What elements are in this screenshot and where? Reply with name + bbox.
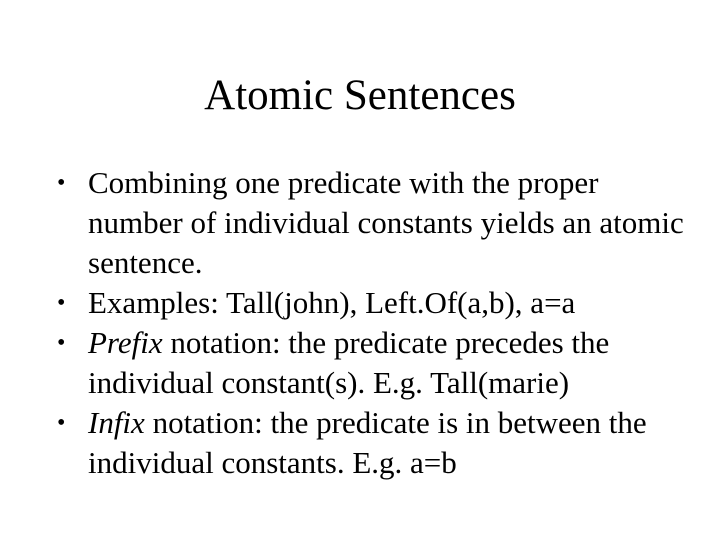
bullet-item-prefix [57, 323, 697, 403]
bullet-icon: • [57, 170, 66, 196]
slide-title: Atomic Sentences [204, 72, 516, 119]
bullet-text: Combining one predicate with the proper number of individual constants yields an atomic sentence. [88, 165, 684, 280]
bullet-item-infix [57, 403, 697, 483]
prefix-term: Prefix [88, 325, 163, 360]
bullet-icon: • [57, 410, 66, 436]
infix-term: Infix [88, 405, 145, 440]
bullet-text: Examples: Tall(john), Left.Of(a,b), a=a [88, 285, 576, 320]
bullet-text: notation: the predicate precedes the individual constant(s). E.g. Tall(marie) [88, 325, 610, 400]
bullet-item-combining [57, 163, 697, 283]
bullet-text: notation: the predicate is in between the individual constants. E.g. a=b [88, 405, 647, 480]
bullet-list [57, 163, 697, 483]
bullet-icon: • [57, 290, 66, 316]
bullet-item-examples [57, 283, 697, 323]
bullet-icon: • [57, 330, 66, 356]
